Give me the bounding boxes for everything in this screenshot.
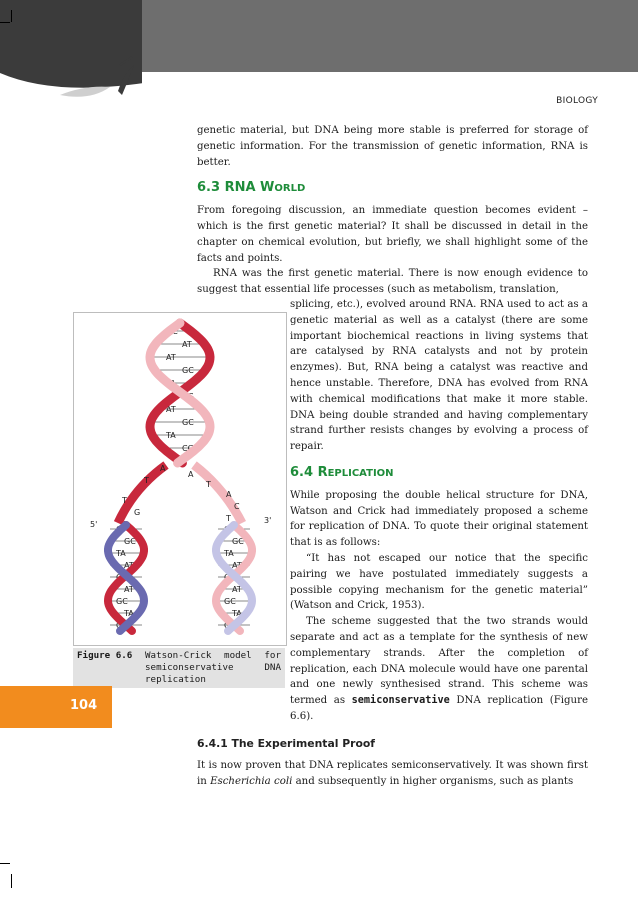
base-pair-label: AT [166, 405, 176, 414]
header-swoosh-logo [0, 55, 200, 115]
base-pair-label: GC [166, 327, 178, 336]
base-pair-label: AT [124, 585, 134, 594]
base-pair-label: GC [182, 418, 194, 427]
base-pair-label: GC [124, 537, 136, 546]
section-heading-replication [290, 465, 588, 482]
base-pair-label: AT [166, 353, 176, 362]
term-semiconservative: semiconservative [351, 695, 450, 707]
figure-dna-replication [73, 312, 287, 646]
fork-base-label: T [226, 514, 231, 523]
dna-replication-diagram [74, 313, 286, 645]
base-pair-label: GC [116, 597, 128, 606]
base-pair-label: CG [116, 573, 128, 582]
page-number: 104 [70, 698, 98, 713]
base-pair-label: TA [224, 549, 234, 558]
main-column-wrapped [290, 297, 588, 725]
figure-caption-text: Watson-Crick model for semiconservative DNA replication [145, 650, 281, 685]
base-pair-label: CG [182, 392, 194, 401]
fork-base-label: C [234, 502, 240, 511]
fork-arm-left [118, 465, 166, 523]
base-pair-label: GC [224, 621, 236, 630]
base-pair-label: C [116, 525, 122, 534]
base-pair-label: GC [232, 537, 244, 546]
section-number: 6.4 [290, 464, 314, 480]
main-column-bottom [197, 736, 588, 789]
watson-crick-quote: “It has not escaped our notice that the specific pairing we have postulated immediately suggests a possible copying mechanism for the genetic material” (Watson and Crick, 1953). [290, 552, 588, 612]
base-pair-label: CG [224, 573, 236, 582]
crop-mark-top [0, 22, 10, 23]
base-pair-label: GC [182, 366, 194, 375]
base-pair-label: TA [232, 609, 242, 618]
fork-base-label: A [160, 464, 166, 473]
section-title-cap: RNA W [224, 180, 275, 196]
paragraph-text: DNA replication (Figure 6.6). [290, 695, 588, 722]
base-pair-label: AT [182, 340, 192, 349]
paragraph-text: The scheme suggested that the two strands would separate and act as a template for the synthesis of new complementary strands. After the completion of replication, each DNA molecule would have one parental and one newly synthesised strand. This scheme was termed as [290, 616, 588, 707]
base-pair-label: CG [182, 444, 194, 453]
paragraph-text: It is now proven that DNA replicates semiconservatively. It was shown first in [197, 759, 588, 787]
crop-mark-bottom-vertical [11, 874, 12, 888]
fork-base-label: A [122, 520, 128, 529]
fork-arm-right [194, 465, 242, 523]
figure-caption [73, 648, 285, 688]
fork-base-label: G [134, 508, 141, 517]
base-pair-label: TA [166, 379, 176, 388]
base-pair-label: TA [116, 549, 126, 558]
figure-label: Figure 6.6 [77, 650, 133, 661]
fork-base-label: A [226, 490, 232, 499]
intro-paragraph: genetic material, but DNA being more stable is preferred for storage of genetic information. For the transmission of genetic information, RNA is better. [197, 125, 588, 168]
fork-base-label: T [206, 480, 211, 489]
running-header: BIOLOGY [556, 96, 598, 106]
page-number-tab [0, 686, 112, 728]
base-pair-label: GC [224, 597, 236, 606]
base-pair-label: AT [124, 561, 134, 570]
subsection-heading: 6.4.1 The Experimental Proof [197, 737, 375, 750]
base-pair-label: TA [124, 609, 134, 618]
base-pair-label: AT [232, 585, 242, 594]
crop-mark-top-vertical [11, 10, 12, 22]
replication-paragraph-2 [290, 614, 588, 725]
species-name: Escherichia coli [210, 775, 293, 787]
five-prime-end-label: 5' [90, 520, 98, 529]
section-title-cap: R [317, 464, 328, 480]
base-pair-label: TA [166, 431, 176, 440]
section-heading-rna-world [197, 180, 588, 197]
section-number: 6.3 [197, 180, 221, 196]
section-title-small: EPLICATION [327, 467, 394, 479]
crop-mark-bottom [0, 863, 10, 864]
replication-paragraph-1: While proposing the double helical structure for DNA, Watson and Crick had immediately proposed a scheme for replication of DNA. To quote their original statement that is as follows: [290, 489, 588, 549]
rna-paragraph-1: From foregoing discussion, an immediate question becomes evident – which is the first genetic material? It shall be discussed in detail in the chapter on chemical evolution, but briefly, we shall highlight some of the facts and points. [197, 205, 588, 264]
section-title-small: ORLD [274, 183, 306, 195]
fork-base-label: T [122, 496, 127, 505]
subsection-paragraph [197, 758, 588, 790]
paragraph-text: and subsequently in higher organisms, such as plants [292, 775, 574, 787]
three-prime-end-label: 3' [264, 516, 272, 525]
rna-paragraph-2-continued: splicing, etc.), evolved around RNA. RNA used to act as a genetic material as well as a catalyst (there are some important biochemical reactions in living systems that are catalysed by RNA catalysts and not by protein enzymes). But, RNA being a catalyst was reactive and hence unstable. Therefore, DNA has evolved from RNA with chemical modifications that make it more stable. DNA being double stranded and having complementary strand further resists changes by evolving a process of repair. [290, 299, 588, 453]
header-grey-band [142, 0, 638, 72]
base-pair-label: G [224, 525, 231, 534]
fork-base-label: A [188, 470, 194, 479]
base-pair-label: GC [116, 621, 128, 630]
base-pair-label: AT [232, 561, 242, 570]
main-column-top [197, 123, 588, 298]
rna-paragraph-2: RNA was the first genetic material. There is now enough evidence to suggest that essential life processes (such as metabolism, translation, [197, 268, 588, 296]
fork-base-label: T [144, 476, 149, 485]
